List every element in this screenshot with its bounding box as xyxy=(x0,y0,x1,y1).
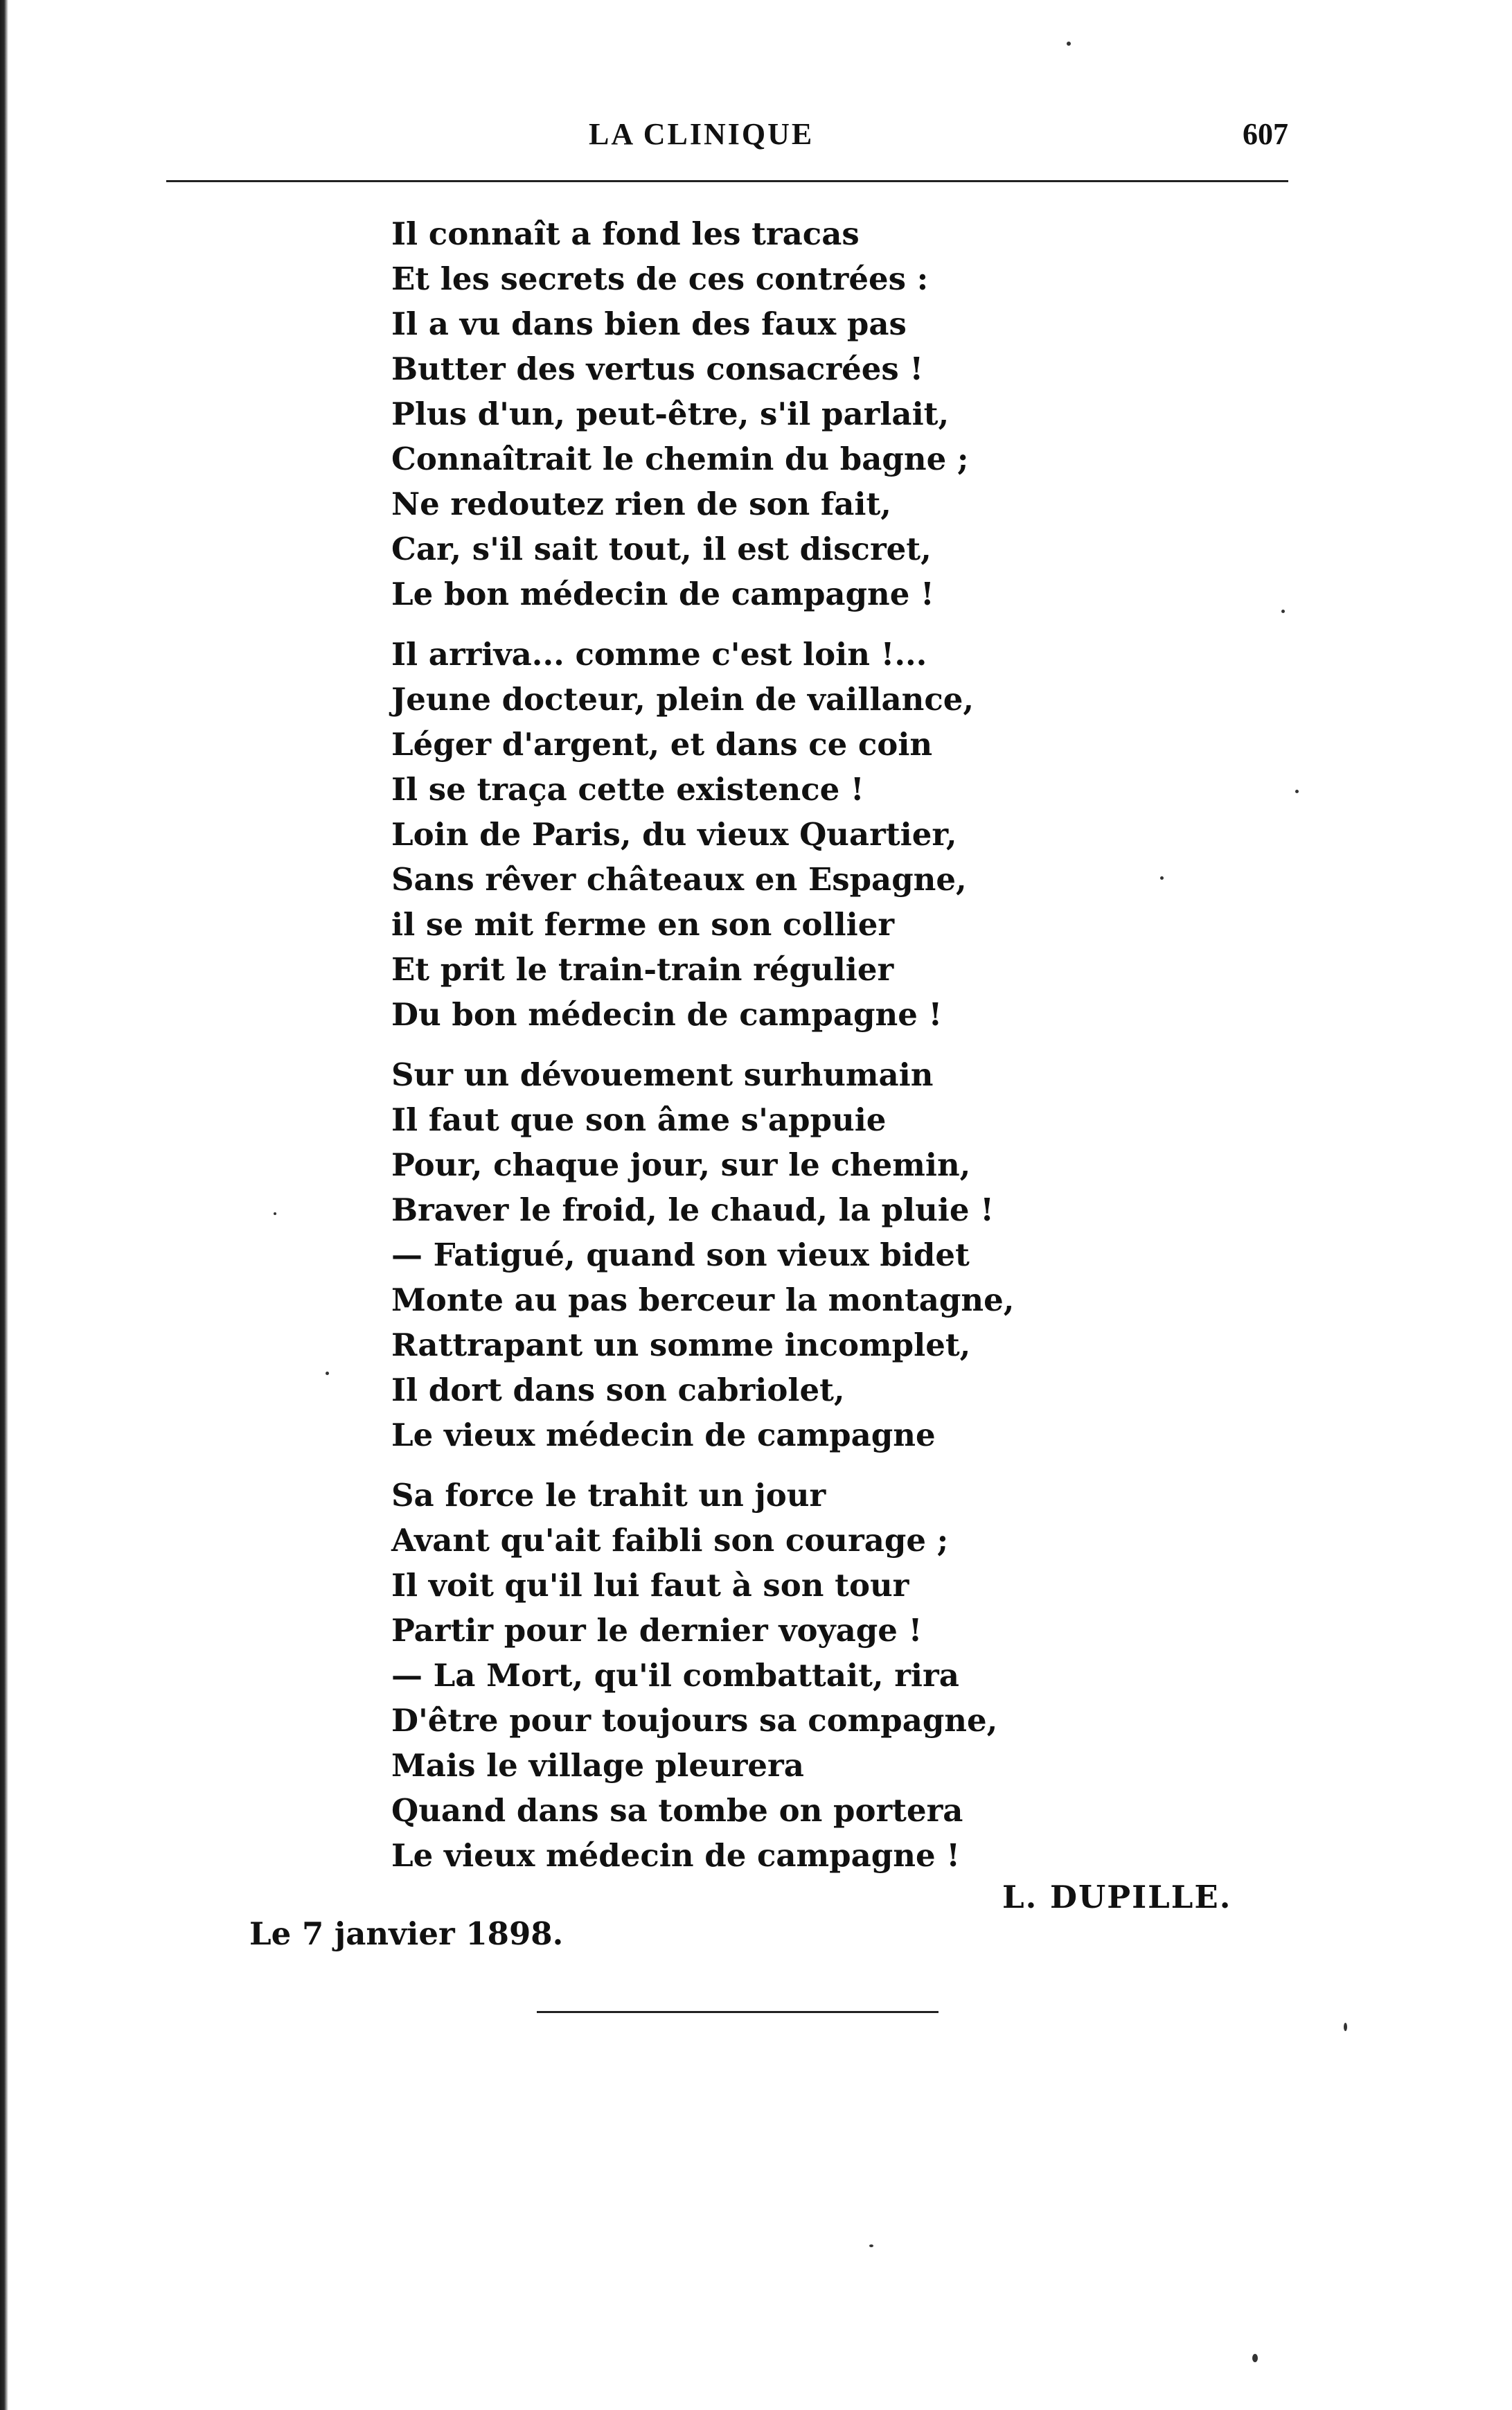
poem-line: Braver le froid, le chaud, la pluie ! xyxy=(391,1191,994,1228)
poem-line: Sans rêver châteaux en Espagne, xyxy=(391,861,967,898)
page-number: 607 xyxy=(1243,117,1288,151)
poem-stanza xyxy=(391,1473,1292,1878)
poem-line: Léger d'argent, et dans ce coin xyxy=(391,726,933,763)
poem-line: Rattrapant un somme incomplet, xyxy=(391,1327,971,1363)
poem-line: Il a vu dans bien des faux pas xyxy=(391,305,907,342)
poem-line: Monte au pas berceur la montagne, xyxy=(391,1282,1015,1318)
header-rule xyxy=(166,180,1288,182)
poem xyxy=(391,211,1292,1893)
author-signature: L. DUPILLE. xyxy=(1002,1879,1232,1915)
scan-speck xyxy=(869,2244,873,2247)
poem-line: Partir pour le dernier voyage ! xyxy=(391,1612,923,1649)
poem-line: D'être pour toujours sa compagne, xyxy=(391,1702,998,1739)
poem-line: Avant qu'ait faibli son courage ; xyxy=(391,1522,949,1559)
poem-line: Ne redoutez rien de son fait, xyxy=(391,486,891,522)
poem-line: Connaîtrait le chemin du bagne ; xyxy=(391,441,969,477)
poem-line: — Fatigué, quand son vieux bidet xyxy=(391,1237,970,1273)
scan-speck xyxy=(274,1212,276,1215)
poem-line: Le bon médecin de campagne ! xyxy=(391,576,934,612)
poem-stanza xyxy=(391,1052,1292,1457)
running-title: LA CLINIQUE xyxy=(589,117,815,151)
running-head xyxy=(166,116,1288,158)
scan-speck xyxy=(1252,2354,1258,2362)
scan-speck xyxy=(326,1372,329,1375)
poem-line: Et prit le train-train régulier xyxy=(391,951,894,988)
poem-line: Car, s'il sait tout, il est discret, xyxy=(391,531,932,567)
poem-line: il se mit ferme en son collier xyxy=(391,906,895,943)
poem-line: Il connaît a fond les tracas xyxy=(391,215,860,252)
poem-line: Sa force le trahit un jour xyxy=(391,1477,826,1514)
poem-line: Butter des vertus consacrées ! xyxy=(391,351,924,387)
poem-line: Il arriva... comme c'est loin !... xyxy=(391,636,927,673)
scan-edge xyxy=(0,0,8,2410)
scan-speck xyxy=(1344,2023,1347,2031)
scan-speck xyxy=(1281,610,1285,613)
poem-line: Et les secrets de ces contrées : xyxy=(391,260,929,297)
poem-line: Plus d'un, peut-être, s'il parlait, xyxy=(391,396,950,432)
poem-line: — La Mort, qu'il combattait, rira xyxy=(391,1657,959,1694)
date-line: Le 7 janvier 1898. xyxy=(249,1915,564,1952)
poem-line: Sur un dévouement surhumain xyxy=(391,1056,934,1093)
poem-stanza xyxy=(391,632,1292,1037)
end-rule xyxy=(537,2011,939,2013)
poem-line: Jeune docteur, plein de vaillance, xyxy=(391,681,975,718)
scan-speck xyxy=(1067,42,1071,46)
poem-line: Du bon médecin de campagne ! xyxy=(391,996,943,1033)
poem-line: Quand dans sa tombe on portera xyxy=(391,1792,963,1829)
poem-line: Il voit qu'il lui faut à son tour xyxy=(391,1567,909,1604)
poem-line: Il faut que son âme s'appuie xyxy=(391,1101,887,1138)
poem-stanza xyxy=(391,211,1292,617)
poem-line: Il dort dans son cabriolet, xyxy=(391,1372,845,1408)
poem-line: Loin de Paris, du vieux Quartier, xyxy=(391,816,957,853)
poem-line: Il se traça cette existence ! xyxy=(391,771,864,808)
poem-line: Le vieux médecin de campagne xyxy=(391,1417,936,1453)
poem-line: Mais le village pleurera xyxy=(391,1747,804,1784)
poem-line: Le vieux médecin de campagne ! xyxy=(391,1837,961,1874)
scan-speck xyxy=(1295,790,1299,793)
poem-line: Pour, chaque jour, sur le chemin, xyxy=(391,1146,971,1183)
scan-speck xyxy=(1160,876,1164,880)
